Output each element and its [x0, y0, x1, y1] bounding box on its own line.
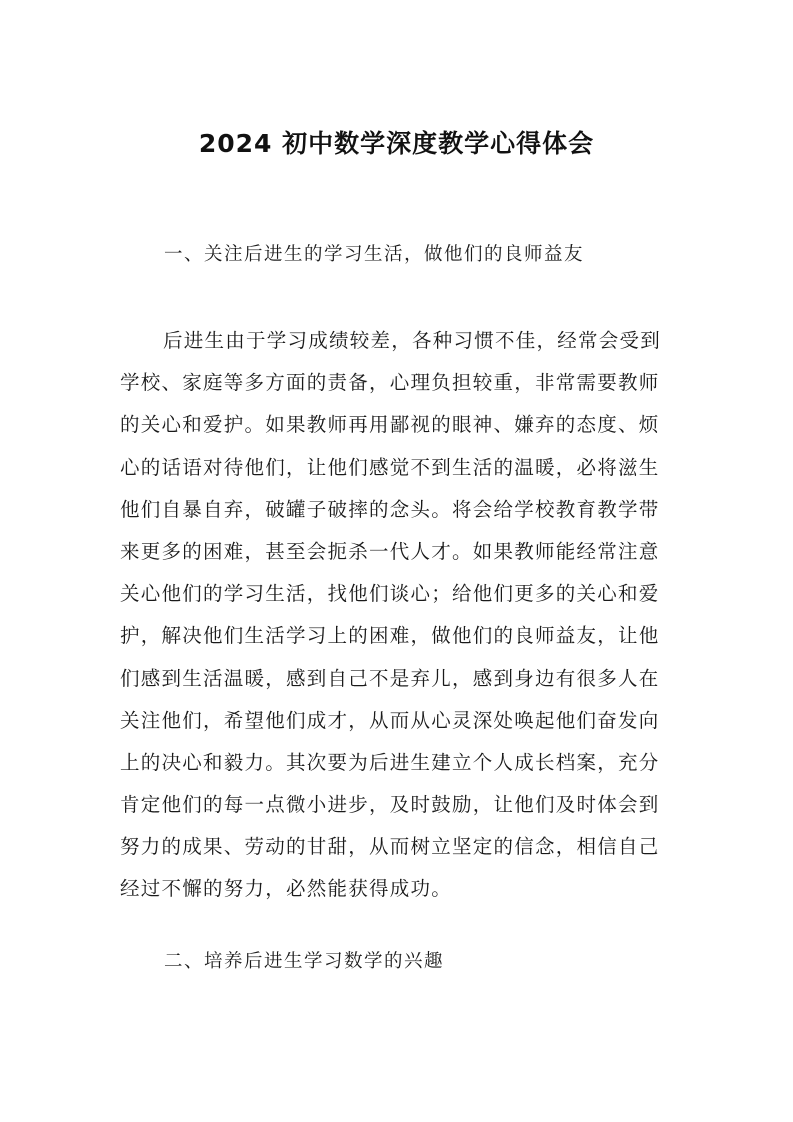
paragraph-line: 关注他们，希望他们成才，从而从心灵深处唤起他们奋发向 — [120, 708, 660, 732]
paragraph-line: 学校、家庭等多方面的责备，心理负担较重，非常需要教师 — [120, 371, 660, 395]
section-heading-2: 二、培养后进生学习数学的兴趣 — [164, 951, 445, 972]
paragraph-line: 后进生由于学习成绩较差，各种习惯不佳，经常会受到 — [163, 329, 662, 352]
paragraph-line: 关心他们的学习生活，找他们谈心；给他们更多的关心和爱 — [120, 582, 660, 606]
paragraph-line: 来更多的困难，甚至会扼杀一代人才。如果教师能经常注意 — [120, 539, 660, 563]
paragraph-line: 上的决心和毅力。其次要为后进生建立个人成长档案，充分 — [120, 750, 660, 774]
section-heading-1: 一、关注后进生的学习生活，做他们的良师益友 — [164, 244, 585, 265]
paragraph-line: 经过不懈的努力，必然能获得成功。 — [120, 877, 453, 901]
paragraph-1 — [120, 320, 680, 911]
paragraph-line: 努力的成果、劳动的甘甜，从而树立坚定的信念，相信自己 — [120, 835, 660, 859]
paragraph-line: 他们自暴自弃，破罐子破摔的念头。将会给学校教育教学带 — [120, 497, 660, 521]
paragraph-line: 的关心和爱护。如果教师再用鄙视的眼神、嫌弃的态度、烦 — [120, 413, 660, 437]
paragraph-line: 肯定他们的每一点微小进步，及时鼓励，让他们及时体会到 — [120, 793, 660, 817]
paragraph-line: 护，解决他们生活学习上的困难，做他们的良师益友，让他 — [120, 624, 660, 648]
paragraph-line: 们感到生活温暖，感到自己不是弃儿，感到身边有很多人在 — [120, 666, 660, 690]
paragraph-line: 心的话语对待他们，让他们感觉不到生活的温暖，必将滋生 — [120, 455, 660, 479]
document-title: 2024 初中数学深度教学心得体会 — [198, 129, 595, 158]
